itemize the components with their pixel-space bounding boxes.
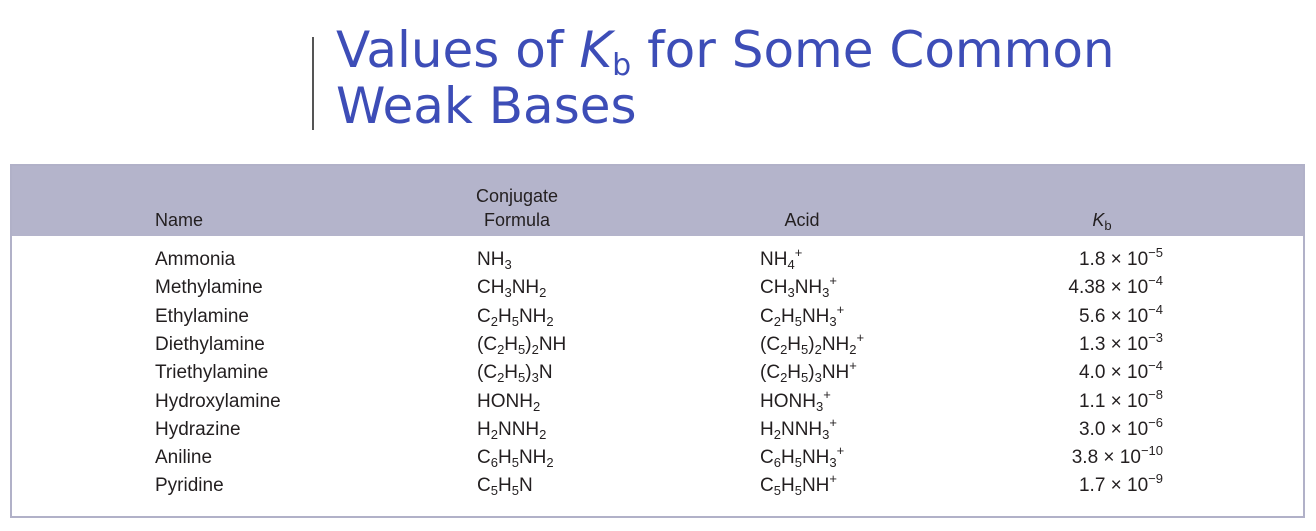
header-formula [452,184,582,232]
header-formula-line1: Conjugate [475,186,559,206]
cell-name: Triethylamine [155,362,269,384]
header-name: Name [155,210,204,230]
cell-formula: $NH_3$ [477,249,512,272]
cell-formula: $C_6H_5NH_2$ [477,447,554,471]
table-row [12,444,1303,472]
cell-formula: $(C_2H_5)_3N$ [477,362,553,386]
header-kb-symbol: K [1092,210,1105,230]
title-line-1 [336,21,1115,83]
title-kb-subscript: b [612,48,632,83]
table-row [12,331,1303,359]
cell-kb: $1.7 \times 10^{-9}$ [1078,471,1163,497]
cell-kb: $1.3 \times 10^{-3}$ [1078,329,1163,355]
cell-acid: $(C_2H_5)_2NH_2^+$ [760,329,865,357]
cell-formula: $C_5H_5N$ [477,475,533,499]
cell-acid: $(C_2H_5)_3NH^+$ [760,358,857,386]
cell-name: Pyridine [155,475,224,497]
table-header [12,166,1303,236]
title-suffix: for Some Common [631,21,1115,79]
cell-name: Hydrazine [155,418,241,440]
cell-formula: $H_2NNH_2$ [477,418,547,442]
cell-kb: $5.6 \times 10^{-4}$ [1078,301,1163,327]
cell-acid: $C_2H_5NH_3^+$ [760,301,845,329]
cell-name: Ethylamine [155,305,249,327]
page-title [336,22,1115,134]
cell-acid: $CH_3NH_3^+$ [760,273,837,301]
cell-kb: $3.0 \times 10^{-6}$ [1078,414,1163,440]
cell-kb: $3.8 \times 10^{-10}$ [1071,443,1163,469]
cell-name: Hydroxylamine [155,390,281,412]
kb-table [10,164,1305,518]
cell-name: Ammonia [155,249,236,270]
table-row [12,472,1303,500]
cell-kb: $4.0 \times 10^{-4}$ [1078,358,1163,384]
header-kb-subscript: b [1104,218,1112,233]
title-rule [312,37,314,130]
cell-kb: $1.8 \times 10^{-5}$ [1078,245,1163,270]
cell-acid: $HONH_3^+$ [760,386,831,414]
title-prefix: Values of [336,21,580,79]
table-row [12,416,1303,444]
cell-acid: $NH_4^+$ [760,245,803,272]
cell-acid: $H_2NNH_3^+$ [760,414,837,442]
cell-acid: $C_6H_5NH_3^+$ [760,443,845,471]
cell-name: Methylamine [155,277,263,299]
cell-formula: $CH_3NH_2$ [477,277,547,301]
cell-name: Aniline [155,447,213,469]
table-row [12,388,1303,416]
title-kb-symbol: K [579,21,613,79]
cell-kb: $4.38 \times 10^{-4}$ [1068,273,1163,299]
table-row [12,246,1303,274]
title-line-2: Weak Bases [336,77,637,135]
table-row [12,274,1303,302]
cell-formula: $HONH_2$ [477,390,541,414]
cell-acid: $C_5H_5NH^+$ [760,471,837,499]
table-row [12,359,1303,387]
header-formula-line2: Formula [483,210,550,230]
header-kb [1082,210,1122,231]
header-acid: Acid [784,210,820,230]
table-row [12,303,1303,331]
cell-formula: $C_2H_5NH_2$ [477,305,554,329]
cell-kb: $1.1 \times 10^{-8}$ [1078,386,1163,412]
cell-name: Diethylamine [155,333,265,355]
cell-formula: $(C_2H_5)_2NH$ [477,333,567,357]
